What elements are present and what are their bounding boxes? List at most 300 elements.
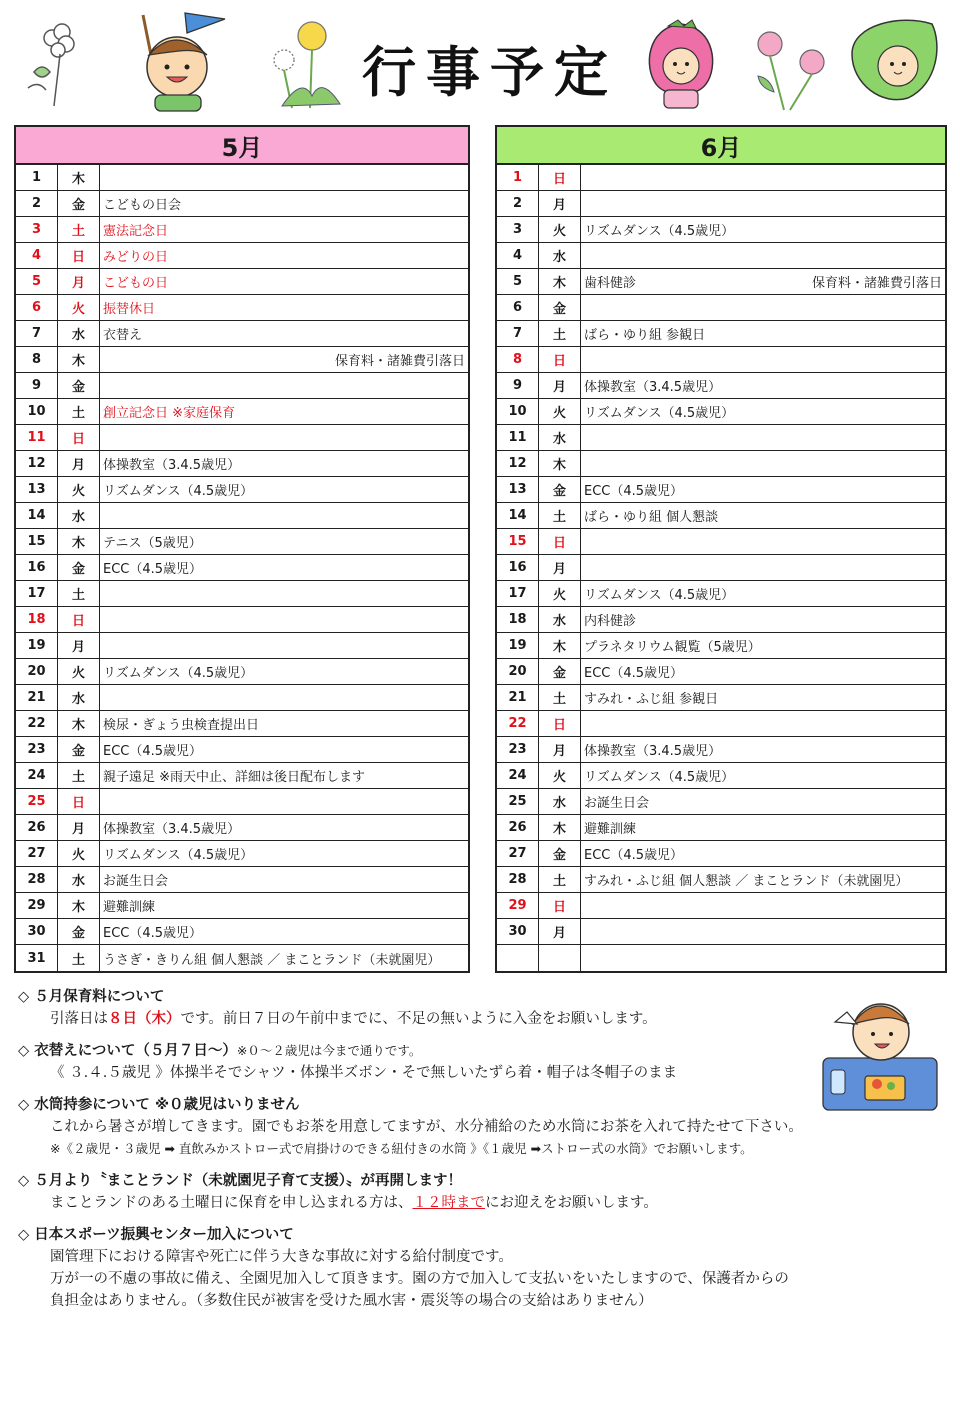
weekday-cell: 金 (539, 841, 581, 866)
event-cell (581, 425, 945, 450)
date-cell: 13 (16, 477, 58, 502)
child-with-carp-streamer-illustration (125, 5, 235, 113)
weekday-cell: 月 (539, 737, 581, 762)
date-cell: 27 (16, 841, 58, 866)
weekday-cell: 月 (539, 373, 581, 398)
calendar-row (497, 425, 945, 451)
page-title: 行事予定 (362, 41, 618, 104)
date-cell: 17 (497, 581, 539, 606)
weekday-cell: 土 (58, 763, 100, 788)
event-text: 避難訓練 (584, 822, 637, 837)
date-cell: 16 (497, 555, 539, 580)
date-cell: 23 (497, 737, 539, 762)
event-cell (100, 945, 468, 971)
date-cell: 9 (497, 373, 539, 398)
weekday-cell: 木 (58, 165, 100, 190)
note-clothes-change (18, 1040, 948, 1084)
event-text: すみれ・ふじ組 個人懇談 ／ まことランド（未就園児） (584, 874, 909, 889)
may-calendar-rows (16, 165, 468, 971)
note-water-bottle-title: ◇ 水筒持参について ※０歳児はいりません (18, 1097, 300, 1113)
weekday-cell: 金 (539, 477, 581, 502)
weekday-cell (539, 945, 581, 971)
note-makoto-land-time: １２時まで (412, 1195, 485, 1211)
event-cell (100, 373, 468, 398)
calendar-row (497, 503, 945, 529)
weekday-cell: 土 (539, 867, 581, 892)
date-cell: 29 (16, 893, 58, 918)
date-cell: 21 (16, 685, 58, 710)
event-cell (100, 893, 468, 918)
clover-flower-illustration (22, 18, 92, 108)
date-cell: 18 (497, 607, 539, 632)
event-text: ECC（4.5歳児） (103, 562, 203, 577)
pink-flower-illustration (750, 22, 830, 112)
date-cell: 27 (497, 841, 539, 866)
event-cell (581, 867, 945, 892)
weekday-cell: 水 (539, 607, 581, 632)
weekday-cell: 火 (58, 659, 100, 684)
note-sports-center (18, 1224, 948, 1312)
event-note-right: 保育料・諸雑費引落日 (811, 276, 942, 291)
date-cell: 2 (16, 191, 58, 216)
weekday-cell: 月 (58, 451, 100, 476)
event-text: ECC（4.5歳児） (584, 666, 684, 681)
calendar-row (497, 243, 945, 269)
event-text: 創立記念日 ※家庭保育 (103, 406, 236, 421)
event-cell (100, 841, 468, 866)
date-cell: 23 (16, 737, 58, 762)
date-cell: 30 (16, 919, 58, 944)
calendar-row (16, 607, 468, 633)
calendar-row (497, 269, 945, 295)
event-text: お誕生日会 (103, 874, 169, 889)
calendar-row (497, 477, 945, 503)
calendar-row (497, 165, 945, 191)
date-cell: 10 (16, 399, 58, 424)
weekday-cell: 土 (58, 581, 100, 606)
weekday-cell: 金 (58, 737, 100, 762)
event-cell (100, 269, 468, 294)
date-cell: 25 (16, 789, 58, 814)
event-cell (581, 555, 945, 580)
calendar-row (497, 815, 945, 841)
june-calendar (495, 125, 947, 973)
calendar-row (497, 685, 945, 711)
note-may-fee-date: ８日（木） (108, 1011, 181, 1027)
notes-section (18, 986, 948, 1322)
event-cell (581, 633, 945, 658)
event-cell (581, 893, 945, 918)
calendar-row (497, 217, 945, 243)
event-cell (581, 659, 945, 684)
weekday-cell: 金 (539, 659, 581, 684)
date-cell: 24 (16, 763, 58, 788)
date-cell: 18 (16, 607, 58, 632)
event-cell (100, 321, 468, 346)
weekday-cell: 水 (539, 243, 581, 268)
date-cell: 21 (497, 685, 539, 710)
weekday-cell: 火 (539, 581, 581, 606)
weekday-cell: 月 (539, 919, 581, 944)
weekday-cell: 水 (539, 425, 581, 450)
event-text: すみれ・ふじ組 参観日 (584, 692, 719, 707)
note-water-bottle (18, 1094, 948, 1160)
note-makoto-land-title: ◇ ５月より〝まことランド（未就園児子育て支援）〟が再開します！ (18, 1173, 462, 1189)
event-cell (100, 503, 468, 528)
note-sports-center-title: ◇ 日本スポーツ振興センター加入について (18, 1227, 294, 1243)
note-sports-center-line-2: 万が一の不慮の事故に備え、全園児加入して頂きます。園の方で加入して支払いをいたしますので、保護者からの (50, 1271, 789, 1287)
date-cell: 19 (497, 633, 539, 658)
calendar-row (497, 529, 945, 555)
date-cell: 22 (497, 711, 539, 736)
date-cell: 28 (16, 867, 58, 892)
note-makoto-land-body (18, 1192, 948, 1214)
calendar-row (16, 685, 468, 711)
event-cell (100, 477, 468, 502)
calendar-row (16, 711, 468, 737)
event-cell (100, 399, 468, 424)
weekday-cell: 土 (58, 217, 100, 242)
note-clothes-change-body: 《 ３.４.５歳児 》体操半そでシャツ・体操半ズボン・そで無しいたずら着・帽子は冬帽子のまま (50, 1065, 678, 1081)
weekday-cell: 水 (58, 503, 100, 528)
calendar-row (16, 425, 468, 451)
calendar-row (497, 295, 945, 321)
event-cell (100, 737, 468, 762)
may-calendar-header: 5月 (16, 127, 468, 165)
event-cell (581, 399, 945, 424)
event-cell (581, 529, 945, 554)
event-text: 衣替え (103, 328, 143, 343)
date-cell: 3 (16, 217, 58, 242)
event-text: プラネタリウム観覧（5歳児） (584, 640, 761, 655)
event-cell (581, 685, 945, 710)
calendar-row (497, 711, 945, 737)
note-clothes-change-title-main: ◇ 衣替えについて（５月７日〜） (18, 1043, 237, 1059)
date-cell: 7 (16, 321, 58, 346)
date-cell: 8 (497, 347, 539, 372)
event-text: リズムダンス（4.5歳児） (584, 406, 735, 421)
date-cell: 7 (497, 321, 539, 346)
calendar-row (16, 295, 468, 321)
weekday-cell: 火 (58, 477, 100, 502)
calendar-row (497, 893, 945, 919)
event-text: みどりの日 (103, 250, 169, 265)
calendar-row (497, 945, 945, 971)
date-cell: 25 (497, 789, 539, 814)
weekday-cell: 月 (58, 815, 100, 840)
june-calendar-rows (497, 165, 945, 971)
event-text: 体操教室（3.4.5歳児） (103, 822, 241, 837)
calendar-row (16, 373, 468, 399)
weekday-cell: 木 (539, 633, 581, 658)
calendar-row (497, 737, 945, 763)
calendar-row (16, 269, 468, 295)
event-text: ECC（4.5歳児） (103, 744, 203, 759)
date-cell: 6 (497, 295, 539, 320)
note-makoto-land-text-a: まことランドのある土曜日に保育を申し込まれる方は、 (50, 1195, 413, 1211)
date-cell: 12 (16, 451, 58, 476)
calendar-row (497, 191, 945, 217)
date-cell: 15 (16, 529, 58, 554)
event-cell (100, 295, 468, 320)
event-cell (100, 633, 468, 658)
date-cell: 26 (16, 815, 58, 840)
event-text: ばら・ゆり組 個人懇談 (584, 510, 719, 525)
date-cell: 31 (16, 945, 58, 971)
calendar-row (16, 581, 468, 607)
event-cell (100, 659, 468, 684)
event-cell (581, 373, 945, 398)
note-water-bottle-small: ※《２歳児・３歳児 ➡ 直飲みかストロー式で肩掛けのできる紐付きの水筒 》《１歳児 ➡ストロー式の水筒》でお願いします。 (50, 1141, 753, 1156)
calendar-row (497, 555, 945, 581)
june-calendar-header: 6月 (497, 127, 945, 165)
calendar-row (497, 763, 945, 789)
weekday-cell: 水 (58, 867, 100, 892)
weekday-cell: 土 (539, 321, 581, 346)
weekday-cell: 日 (539, 893, 581, 918)
event-cell (581, 737, 945, 762)
event-cell (581, 945, 945, 971)
note-water-bottle-body: これから暑さが増してきます。園でもお茶を用意してますが、水分補給のため水筒にお茶を入れて持たせて下さい。 (50, 1119, 803, 1135)
calendar-row (16, 893, 468, 919)
calendar-row (16, 555, 468, 581)
event-text: ECC（4.5歳児） (584, 484, 684, 499)
calendar-row (497, 373, 945, 399)
weekday-cell: 木 (58, 711, 100, 736)
calendar-row (16, 399, 468, 425)
event-cell (581, 477, 945, 502)
weekday-cell: 火 (58, 295, 100, 320)
calendar-row (497, 321, 945, 347)
calendar-row (16, 945, 468, 971)
calendar-row (16, 737, 468, 763)
date-cell: 14 (497, 503, 539, 528)
calendar-row (16, 321, 468, 347)
weekday-cell: 土 (58, 945, 100, 971)
weekday-cell: 水 (58, 321, 100, 346)
date-cell: 11 (497, 425, 539, 450)
weekday-cell: 金 (58, 191, 100, 216)
event-cell (581, 217, 945, 242)
date-cell: 5 (497, 269, 539, 294)
date-cell: 1 (497, 165, 539, 190)
event-cell (581, 503, 945, 528)
event-cell (581, 191, 945, 216)
weekday-cell: 木 (58, 529, 100, 554)
event-cell (100, 347, 468, 372)
weekday-cell: 金 (539, 295, 581, 320)
calendar-row (16, 867, 468, 893)
calendar-row (16, 789, 468, 815)
note-may-fee-title: ◇ ５月保育料について (18, 989, 165, 1005)
strawberry-child-illustration (636, 18, 726, 113)
calendar-row (16, 347, 468, 373)
weekday-cell: 日 (539, 529, 581, 554)
calendar-row (16, 165, 468, 191)
event-cell (100, 763, 468, 788)
weekday-cell: 火 (539, 399, 581, 424)
event-text: お誕生日会 (584, 796, 650, 811)
event-cell (581, 581, 945, 606)
date-cell: 3 (497, 217, 539, 242)
weekday-cell: 木 (539, 269, 581, 294)
weekday-cell: 日 (539, 711, 581, 736)
weekday-cell: 木 (58, 893, 100, 918)
weekday-cell: 金 (58, 555, 100, 580)
date-cell (497, 945, 539, 971)
weekday-cell: 土 (539, 685, 581, 710)
date-cell: 12 (497, 451, 539, 476)
note-may-fee-body (18, 1008, 948, 1030)
calendar-row (16, 919, 468, 945)
date-cell: 15 (497, 529, 539, 554)
event-cell (100, 451, 468, 476)
event-text: 検尿・ぎょう虫検査提出日 (103, 718, 260, 733)
note-may-fee (18, 986, 948, 1030)
calendar-row (497, 347, 945, 373)
event-cell (581, 841, 945, 866)
may-calendar (14, 125, 470, 973)
date-cell: 6 (16, 295, 58, 320)
weekday-cell: 日 (58, 425, 100, 450)
event-text: ばら・ゆり組 参観日 (584, 328, 706, 343)
calendar-row (497, 607, 945, 633)
date-cell: 2 (497, 191, 539, 216)
calendar-row (497, 633, 945, 659)
dandelion-illustration (262, 18, 342, 113)
event-cell (100, 711, 468, 736)
calendar-row (497, 451, 945, 477)
note-sports-center-line-3: 負担金はありません。（多数住民が被害を受けた風水害・震災等の場合の支給はありません） (50, 1293, 653, 1309)
calendar-row (16, 763, 468, 789)
weekday-cell: 火 (58, 841, 100, 866)
calendar-row (497, 867, 945, 893)
event-cell (581, 919, 945, 944)
weekday-cell: 木 (539, 815, 581, 840)
weekday-cell: 日 (58, 243, 100, 268)
weekday-cell: 木 (539, 451, 581, 476)
date-cell: 29 (497, 893, 539, 918)
weekday-cell: 日 (539, 347, 581, 372)
calendar-row (16, 503, 468, 529)
event-cell (100, 581, 468, 606)
calendar-row (16, 815, 468, 841)
calendar-row (16, 477, 468, 503)
event-cell (100, 165, 468, 190)
weekday-cell: 月 (539, 555, 581, 580)
event-cell (581, 451, 945, 476)
event-text: 内科健診 (584, 614, 637, 629)
note-clothes-change-title-sub: ※０〜２歳児は今まで通りです。 (236, 1043, 422, 1058)
weekday-cell: 土 (539, 503, 581, 528)
date-cell: 17 (16, 581, 58, 606)
event-text: 振替休日 (103, 302, 156, 317)
weekday-cell: 日 (58, 607, 100, 632)
calendar-row (16, 529, 468, 555)
weekday-cell: 月 (58, 269, 100, 294)
calendar-row (497, 399, 945, 425)
event-cell (100, 555, 468, 580)
note-makoto-land (18, 1170, 948, 1214)
date-cell: 16 (16, 555, 58, 580)
event-cell (100, 867, 468, 892)
date-cell: 24 (497, 763, 539, 788)
calendar-row (497, 789, 945, 815)
date-cell: 14 (16, 503, 58, 528)
event-cell (100, 789, 468, 814)
weekday-cell: 火 (539, 763, 581, 788)
weekday-cell: 土 (58, 399, 100, 424)
event-cell (581, 165, 945, 190)
event-cell (100, 191, 468, 216)
date-cell: 4 (16, 243, 58, 268)
calendar-row (16, 659, 468, 685)
event-cell (581, 607, 945, 632)
weekday-cell: 木 (58, 347, 100, 372)
weekday-cell: 火 (539, 217, 581, 242)
date-cell: 30 (497, 919, 539, 944)
event-cell (581, 789, 945, 814)
event-cell (100, 217, 468, 242)
calendar-row (497, 659, 945, 685)
event-cell (581, 321, 945, 346)
date-cell: 9 (16, 373, 58, 398)
calendar-row (497, 581, 945, 607)
event-text: リズムダンス（4.5歳児） (584, 770, 735, 785)
event-text: 歯科健診 (584, 276, 637, 291)
calendar-row (497, 841, 945, 867)
weekday-cell: 月 (58, 633, 100, 658)
weekday-cell: 水 (58, 685, 100, 710)
weekday-cell: 日 (58, 789, 100, 814)
note-makoto-land-text-b: にお迎えをお願いします。 (485, 1195, 658, 1211)
event-cell (581, 347, 945, 372)
event-cell (581, 763, 945, 788)
calendar-row (16, 243, 468, 269)
event-text: ECC（4.5歳児） (584, 848, 684, 863)
date-cell: 20 (497, 659, 539, 684)
event-cell (581, 243, 945, 268)
calendar-row (16, 451, 468, 477)
event-cell (581, 711, 945, 736)
event-text: 体操教室（3.4.5歳児） (584, 380, 722, 395)
pea-pod-child-illustration (842, 14, 952, 114)
weekday-cell: 日 (539, 165, 581, 190)
event-cell (581, 269, 945, 294)
event-cell (100, 815, 468, 840)
weekday-cell: 月 (539, 191, 581, 216)
event-cell (100, 529, 468, 554)
event-text: 体操教室（3.4.5歳児） (103, 458, 241, 473)
weekday-cell: 金 (58, 373, 100, 398)
date-cell: 13 (497, 477, 539, 502)
calendar-row (497, 919, 945, 945)
event-text: リズムダンス（4.5歳児） (103, 484, 254, 499)
date-cell: 19 (16, 633, 58, 658)
date-cell: 4 (497, 243, 539, 268)
weekday-cell: 水 (539, 789, 581, 814)
date-cell: 11 (16, 425, 58, 450)
note-clothes-change-title (18, 1040, 948, 1062)
date-cell: 1 (16, 165, 58, 190)
event-text: こどもの日会 (103, 198, 182, 213)
date-cell: 8 (16, 347, 58, 372)
date-cell: 10 (497, 399, 539, 424)
event-text: テニス（5歳児） (103, 536, 202, 551)
event-text: こどもの日 (103, 276, 169, 291)
event-cell (100, 425, 468, 450)
event-cell (100, 685, 468, 710)
